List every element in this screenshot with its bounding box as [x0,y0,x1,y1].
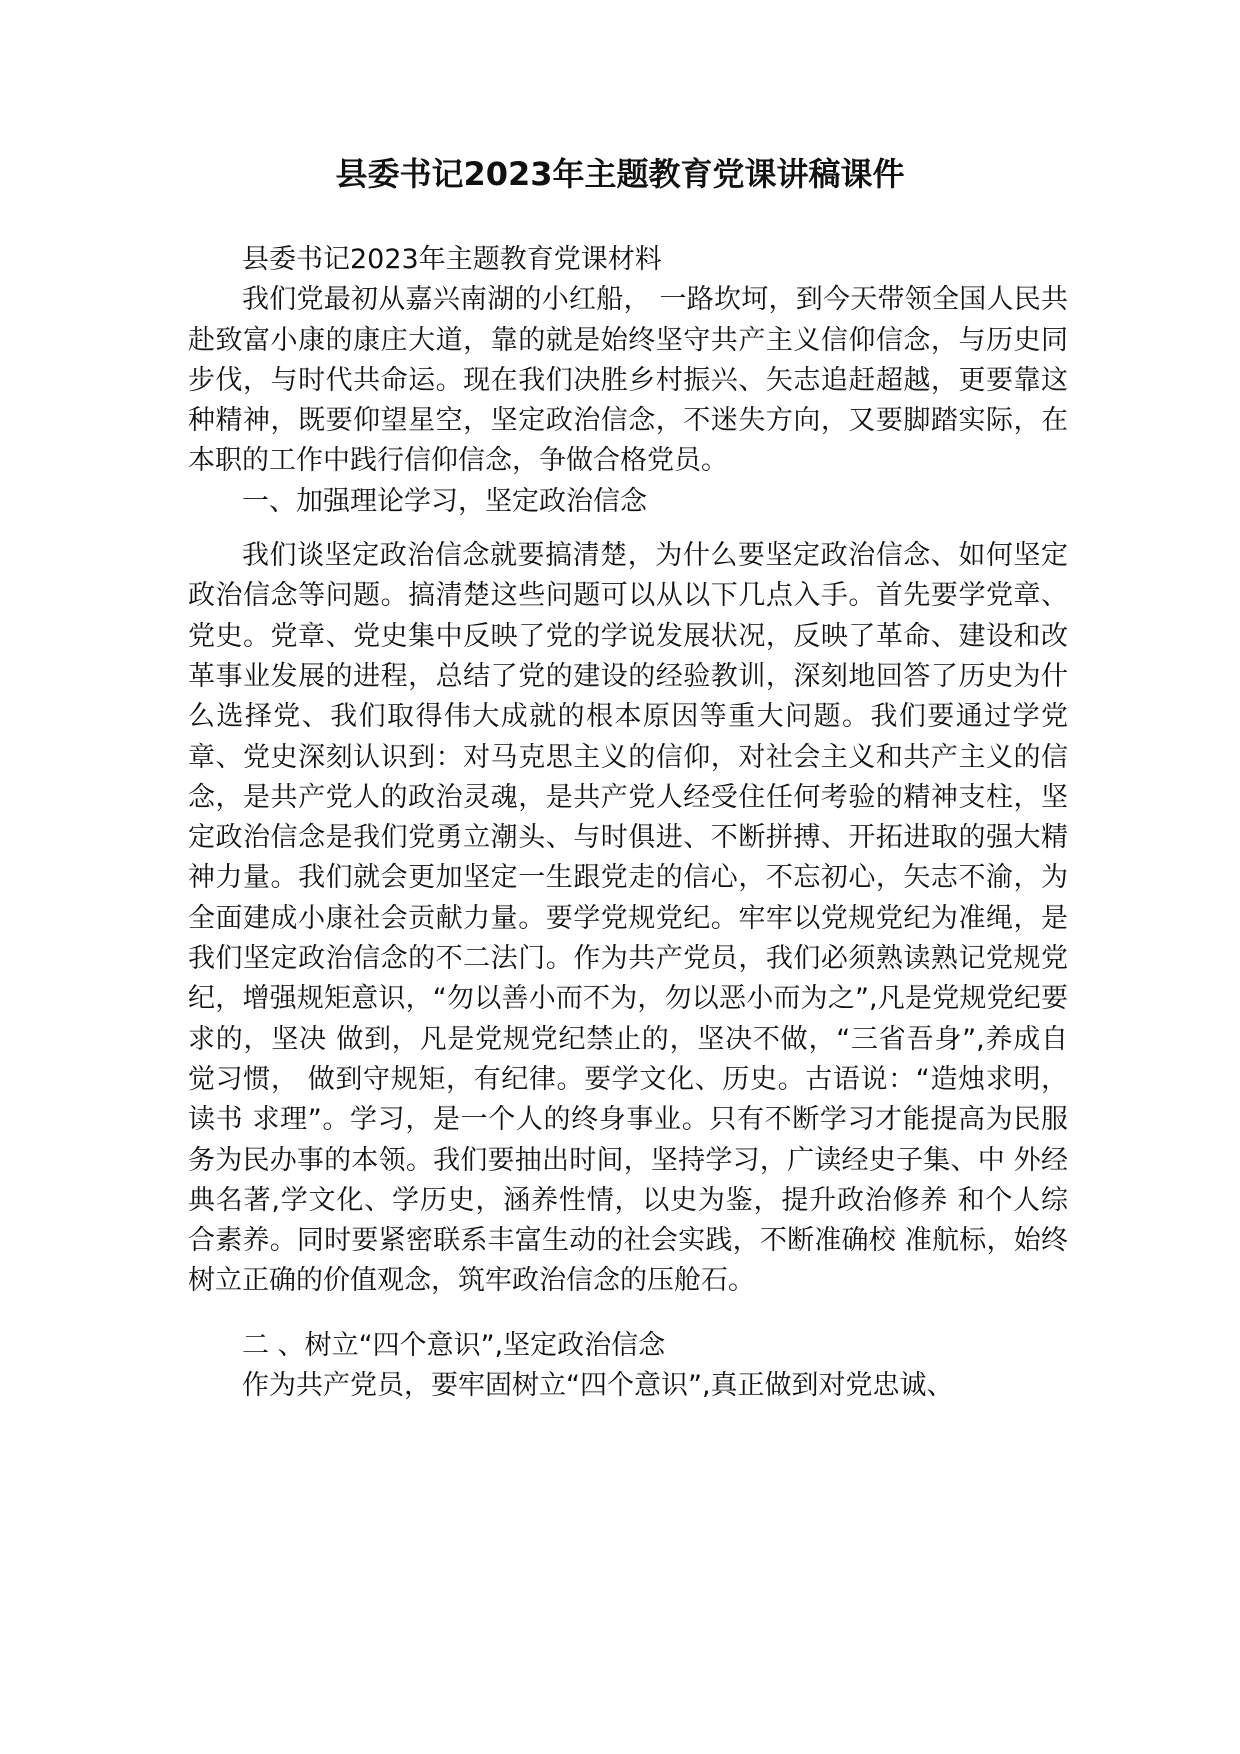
section-1-paragraph: 我们谈坚定政治信念就要搞清楚，为什么要坚定政治信念、如何坚定政治信念等问题。搞清楚这些问题可以从以下几点入手。首先要学党章、党史。党章、党史集中反映了党的学说发展状况，反映了革命、建设和改革事业发展的进程，总结了党的建设的经验教训，深刻地回答了历史为什么选择党、我们取得伟大成就的根本原因等重大问题。我们要通过学党章、党史深刻认识到：对马克思主义的信仰，对社会主义和共产主义的信念，是共产党人的政治灵魂，是共产党人经受住任何考验的精神支柱，坚定政治信念是我们党勇立潮头、与时俱进、不断拼搏、开拓进取的强大精神力量。我们就会更加坚定一生跟党走的信心，不忘初心，矢志不渝，为全面建成小康社会贡献力量。要学党规党纪。牢牢以党规党纪为准绳，是我们坚定政治信念的不二法门。作为共产党员，我们必须熟读熟记党规党纪，增强规矩意识，“勿以善小而不为，勿以恶小而为之”,凡是党规党纪要求的，坚决 做到，凡是党规党纪禁止的，坚决不做，“三省吾身”,养成自觉习惯， 做到守规矩，有纪律。要学文化、历史。古语说：“造烛求明，读书 求理”。学习，是一个人的终身事业。只有不断学习才能提高为民服 务为民办事的本领。我们要抽出时间，坚持学习，广读经史子集、中 外经典名著,学文化、学历史，涵养性情，以史为鉴，提升政治修养 和个人综合素养。同时要紧密联系丰富生动的社会实践，不断准确校 准航标，始终树立正确的价值观念，筑牢政治信念的压舱石。 [188,540,1068,1297]
intro-paragraph: 我们党最初从嘉兴南湖的小红船， 一路坎坷，到今天带领全国人民共赴致富小康的康庄大道，靠的就是始终坚守共产主义信仰信念，与历史同步伐，与时代共命运。现在我们决胜乡村振兴、矢志追赶超越，更要靠这种精神，既要仰望星空，坚定政治信念，不迷失方向，又要脚踏实际，在本职的工作中践行信仰信念，争做合格党员。 [188,284,1068,477]
document-body [188,240,1068,1406]
section-2-heading: 二 、树立“四个意识”,坚定政治信念 [242,1329,666,1361]
section-1-heading: 一、加强理论学习，坚定政治信念 [242,485,647,517]
document-subtitle: 县委书记2023年主题教育党课材料 [242,244,662,275]
document-title: 县委书记2023年主题教育党课讲稿课件 [335,155,905,193]
section-2-paragraph: 作为共产党员，要牢固树立“四个意识”,真正做到对党忠诚、 [242,1370,954,1402]
